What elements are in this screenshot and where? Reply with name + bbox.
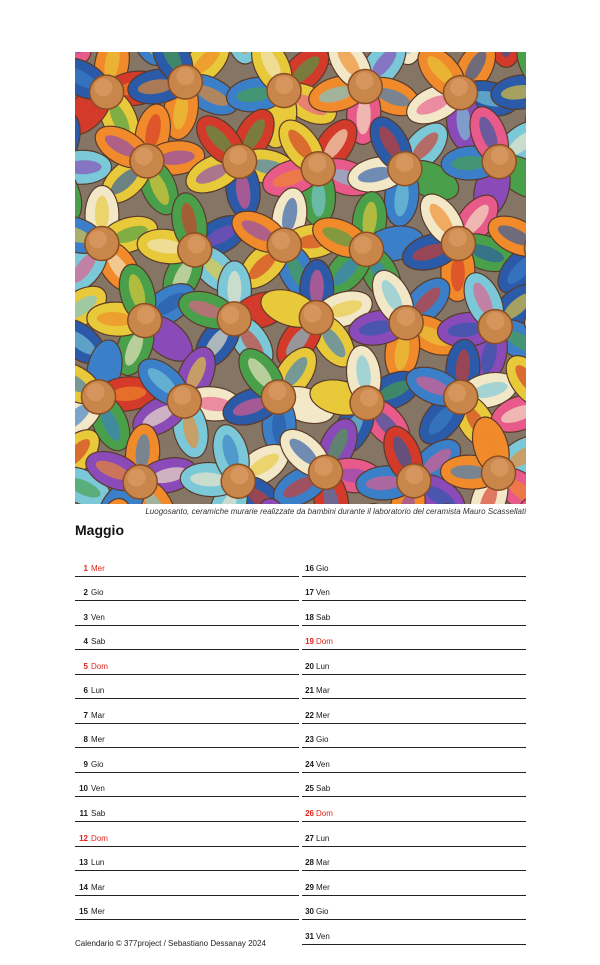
weekday-name: Mer [316,882,330,892]
weekday-name: Ven [91,612,105,622]
day-row [75,847,299,872]
day-row [302,577,526,602]
weekday-name: Dom [91,661,108,671]
weekday-name: Sab [91,637,106,647]
day-number: 14 [79,882,88,892]
weekday-name: Lun [91,858,105,868]
day-row [75,601,299,626]
day-row [302,675,526,700]
day-row [75,871,299,896]
weekday-name: Mar [316,686,330,696]
day-number: 19 [305,637,314,647]
day-number: 21 [305,686,314,696]
day-number: 5 [83,661,88,671]
weekday-name: Mer [91,735,105,745]
day-row [302,724,526,749]
day-number: 23 [305,735,314,745]
footer-credit: Calendario © 377project / Sebastiano Dessanay 2024 [75,939,266,948]
day-number: 17 [305,588,314,598]
day-number: 18 [305,612,314,622]
weekday-name: Mer [91,907,105,917]
day-row [75,650,299,675]
day-number: 12 [79,833,88,843]
day-row [302,552,526,577]
day-number: 9 [83,759,88,769]
day-number: 24 [305,759,314,769]
weekday-name: Ven [91,784,105,794]
weekday-name: Ven [316,588,330,598]
weekday-name: Gio [316,563,329,573]
day-row [302,896,526,921]
ceramic-flowers-image [75,52,526,504]
day-number: 20 [305,661,314,671]
weekday-name: Ven [316,759,330,769]
day-number: 8 [83,735,88,745]
day-row [75,896,299,921]
day-number: 3 [83,612,88,622]
weekday-name: Gio [316,735,329,745]
day-number: 29 [305,882,314,892]
weekday-name: Ven [316,931,330,941]
day-number: 26 [305,809,314,819]
days-column-right [302,552,526,945]
day-number: 16 [305,563,314,573]
day-number: 28 [305,858,314,868]
weekday-name: Lun [91,686,105,696]
weekday-name: Sab [316,784,331,794]
day-number: 11 [79,809,88,819]
day-number: 31 [305,931,314,941]
day-row [75,724,299,749]
day-row [75,748,299,773]
month-title: Maggio [75,522,124,538]
day-number: 4 [83,637,88,647]
day-row [302,601,526,626]
weekday-name: Gio [316,907,329,917]
day-row [75,797,299,822]
day-number: 15 [79,907,88,917]
weekday-name: Gio [91,759,104,769]
weekday-name: Gio [91,588,104,598]
day-number: 22 [305,710,314,720]
weekday-name: Dom [316,637,333,647]
day-row [302,650,526,675]
weekday-name: Dom [316,809,333,819]
weekday-name: Mar [91,710,105,720]
day-row [302,847,526,872]
weekday-name: Dom [91,833,108,843]
day-number: 2 [83,588,88,598]
day-number: 6 [83,686,88,696]
weekday-name: Mar [91,882,105,892]
day-number: 27 [305,833,314,843]
day-row [302,871,526,896]
day-row [302,822,526,847]
photo-caption: Luogosanto, ceramiche murarie realizzate da bambini durante il laboratorio del ceramista Mauro Scassellati [145,507,526,516]
weekday-name: Lun [316,661,330,671]
day-row [302,773,526,798]
day-row [75,822,299,847]
weekday-name: Mer [91,563,105,573]
day-number: 10 [79,784,88,794]
weekday-name: Mar [316,858,330,868]
weekday-name: Mer [316,710,330,720]
ceramic-flowers-photo [75,52,526,504]
day-row [302,748,526,773]
day-row [302,626,526,651]
days-column-left [75,552,299,920]
day-row [75,577,299,602]
day-row [302,797,526,822]
day-number: 1 [83,563,88,573]
day-row [75,626,299,651]
day-row [75,773,299,798]
weekday-name: Sab [316,612,331,622]
day-row [75,675,299,700]
day-number: 25 [305,784,314,794]
weekday-name: Sab [91,809,106,819]
day-number: 7 [83,710,88,720]
day-number: 13 [79,858,88,868]
day-row [302,920,526,945]
day-row [302,699,526,724]
day-number: 30 [305,907,314,917]
day-row [75,699,299,724]
weekday-name: Lun [316,833,330,843]
day-row [75,552,299,577]
